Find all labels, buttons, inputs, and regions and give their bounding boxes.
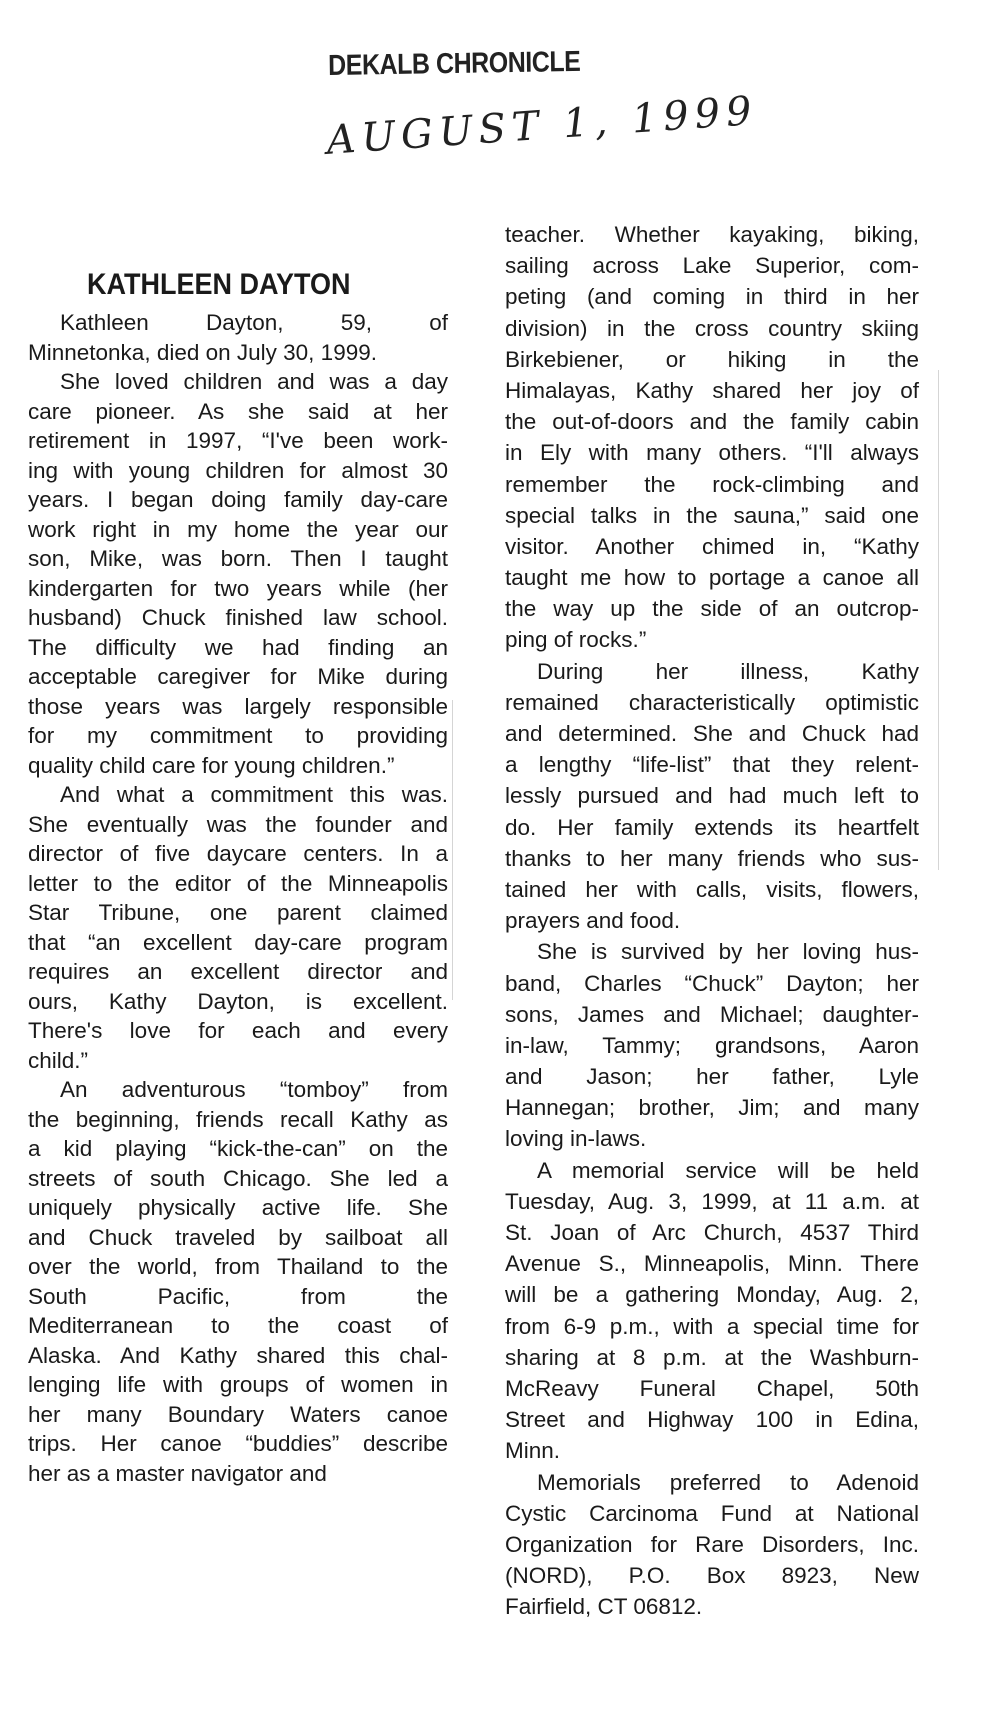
text-line: Mediterranean to the coast of xyxy=(28,1313,448,1338)
text-line: (NORD), P.O. Box 8923, New xyxy=(505,1563,919,1589)
text-line: Tuesday, Aug. 3, 1999, at 11 a.m. at xyxy=(505,1188,919,1214)
text-line: quality child care for young children.” xyxy=(28,752,395,778)
text-line: husband) Chuck finished law school. xyxy=(28,605,448,630)
text-line: A memorial service will be held xyxy=(537,1157,919,1183)
text-line: special talks in the sauna,” said one xyxy=(505,502,919,528)
text-line: Hannegan; brother, Jim; and many xyxy=(505,1095,919,1121)
obituary-headline: KATHLEEN DAYTON xyxy=(87,268,351,301)
text-line: division) in the cross country skiing xyxy=(505,315,919,341)
text-line: director of five daycare centers. In a xyxy=(28,841,448,866)
text-line: her many Boundary Waters canoe xyxy=(28,1401,448,1427)
text-line: that “an excellent day-care program xyxy=(28,929,448,955)
text-line: sharing at 8 p.m. at the Washburn- xyxy=(505,1344,919,1370)
text-line: ping of rocks.” xyxy=(505,627,647,653)
text-line: lenging life with groups of women in xyxy=(28,1372,448,1397)
publication-name: DEKALB CHRONICLE xyxy=(328,45,581,82)
text-line: the out-of-doors and the family cabin xyxy=(505,409,919,435)
text-line: those years was largely responsible xyxy=(28,693,448,719)
text-line: a lengthy “life-list” that they relent- xyxy=(505,752,919,778)
handwritten-date: AUGUST 1, 1999 xyxy=(325,87,759,164)
text-line: She is survived by her loving hus- xyxy=(537,939,919,965)
text-line: a kid playing “kick-the-can” on the xyxy=(28,1136,448,1161)
text-line: taught me how to portage a canoe all xyxy=(505,565,919,591)
text-line: work right in my home the year our xyxy=(28,516,448,542)
text-line: An adventurous “tomboy” from xyxy=(60,1077,448,1102)
text-line: ing with young children for almost 30 xyxy=(28,457,448,483)
text-line: There's love for each and every xyxy=(28,1018,448,1043)
text-line: visitor. Another chimed in, “Kathy xyxy=(505,533,919,559)
text-line: uniquely physically active life. She xyxy=(28,1195,448,1220)
text-line: the way up the side of an outcrop- xyxy=(505,596,919,622)
text-line: Kathleen Dayton, 59, of xyxy=(60,310,448,335)
text-line: retirement in 1997, “I've been work- xyxy=(28,428,448,453)
text-line: teacher. Whether kayaking, biking, xyxy=(505,222,919,247)
text-line: remained characteristically optimistic xyxy=(505,689,919,715)
text-line: the beginning, friends recall Kathy as xyxy=(28,1106,448,1132)
text-line: peting (and coming in third in her xyxy=(505,284,919,310)
text-line: And what a commitment this was. xyxy=(60,782,448,807)
text-line: Birkebiener, or hiking in the xyxy=(505,346,919,372)
text-line: child.” xyxy=(28,1047,89,1073)
text-line: prayers and food. xyxy=(505,908,681,934)
scan-edge-line xyxy=(938,370,939,870)
text-line: Memorials preferred to Adenoid xyxy=(537,1469,919,1495)
text-line: lessly pursued and had much left to xyxy=(505,783,919,809)
text-line: requires an excellent director and xyxy=(28,959,448,984)
text-line: McReavy Funeral Chapel, 50th xyxy=(505,1375,919,1401)
text-line: Himalayas, Kathy shared her joy of xyxy=(505,377,919,403)
text-line: care pioneer. As she said at her xyxy=(28,398,448,424)
text-line: streets of south Chicago. She led a xyxy=(28,1165,448,1191)
text-line: She eventually was the founder and xyxy=(28,811,448,837)
text-line: years. I began doing family day-care xyxy=(28,487,448,512)
text-line: in-law, Tammy; grandsons, Aaron xyxy=(505,1032,919,1058)
text-line: Alaska. And Kathy shared this chal- xyxy=(28,1342,448,1368)
text-line: in Ely with many others. “I'll always xyxy=(505,440,919,466)
right-column xyxy=(505,219,919,1622)
text-line: for my commitment to providing xyxy=(28,723,448,748)
text-line: do. Her family extends its heartfelt xyxy=(505,814,919,840)
text-line: Street and Highway 100 in Edina, xyxy=(505,1407,919,1433)
text-line: band, Charles “Chuck” Dayton; her xyxy=(505,970,919,996)
left-column xyxy=(28,308,448,1488)
text-line: acceptable caregiver for Mike during xyxy=(28,664,448,689)
text-line: During her illness, Kathy xyxy=(537,658,919,684)
text-line: trips. Her canoe “buddies” describe xyxy=(28,1431,448,1456)
text-line: over the world, from Thailand to the xyxy=(28,1254,448,1279)
text-line: Minnetonka, died on July 30, 1999. xyxy=(28,339,377,365)
text-line: Organization for Rare Disorders, Inc. xyxy=(505,1531,919,1557)
text-line: Fairfield, CT 06812. xyxy=(505,1594,703,1620)
scan-edge-line xyxy=(452,700,453,1000)
text-line: remember the rock-climbing and xyxy=(505,471,919,497)
text-line: thanks to her many friends who sus- xyxy=(505,845,919,871)
text-line: and Chuck traveled by sailboat all xyxy=(28,1224,448,1250)
text-line: sailing across Lake Superior, com- xyxy=(505,253,919,279)
text-line: and determined. She and Chuck had xyxy=(505,721,919,746)
text-line: tained her with calls, visits, flowers, xyxy=(505,876,919,902)
text-line: South Pacific, from the xyxy=(28,1283,448,1309)
text-line: will be a gathering Monday, Aug. 2, xyxy=(505,1282,919,1308)
text-line: her as a master navigator and xyxy=(28,1460,327,1486)
text-line: letter to the editor of the Minneapolis xyxy=(28,870,448,896)
text-line: Minn. xyxy=(505,1438,561,1464)
text-line: kindergarten for two years while (her xyxy=(28,575,448,601)
text-line: son, Mike, was born. Then I taught xyxy=(28,546,448,571)
text-line: and Jason; her father, Lyle xyxy=(505,1064,919,1090)
text-line: ours, Kathy Dayton, is excellent. xyxy=(28,988,448,1014)
text-line: Star Tribune, one parent claimed xyxy=(28,900,448,925)
text-line: St. Joan of Arc Church, 4537 Third xyxy=(505,1220,919,1245)
text-line: She loved children and was a day xyxy=(60,369,448,394)
text-line: loving in-laws. xyxy=(505,1126,647,1152)
text-line: from 6-9 p.m., with a special time for xyxy=(505,1313,919,1339)
text-line: The difficulty we had finding an xyxy=(28,634,448,660)
text-line: Avenue S., Minneapolis, Minn. There xyxy=(505,1251,919,1277)
text-line: Cystic Carcinoma Fund at National xyxy=(505,1500,919,1526)
text-line: sons, James and Michael; daughter- xyxy=(505,1001,919,1027)
